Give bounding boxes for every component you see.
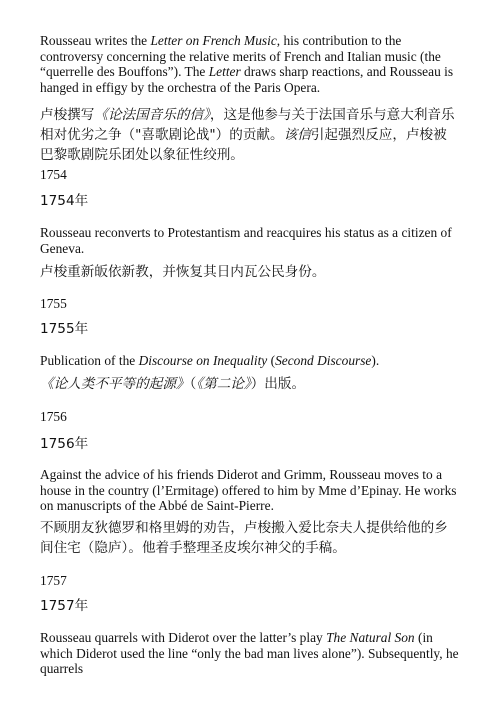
text-run: Against the advice of his friends Diderot and Grimm, Rousseau moves to a house in the country (l’Ermitage) offered to him by Mme d’Epinay. He works on manuscripts of the Abbé de Saint-Pierre. — [40, 467, 457, 513]
text-run: 1754 — [40, 167, 67, 182]
text-run: Rousseau writes the — [40, 33, 151, 48]
text-run: 1755 — [40, 296, 67, 311]
year-label — [40, 573, 67, 589]
year-label — [40, 296, 67, 312]
text-run: ）出版。 — [250, 376, 306, 392]
text-run: 1757 — [40, 573, 67, 588]
year-label-zh — [40, 320, 88, 338]
paragraph-1757-en — [40, 630, 460, 677]
paragraph-1756-zh — [40, 518, 460, 558]
text-run: 引起强烈反应，卢梭被巴黎歌剧院乐团处以象征性绞刑。 — [40, 127, 447, 163]
paragraph-1753-zh — [40, 105, 460, 165]
paragraph-1753-en — [40, 33, 460, 95]
text-run: (in which Diderot used the line “only the bad man lives alone”). Subsequently, he quarrels — [40, 630, 459, 676]
text-run: ，这是他参与关于法国音乐与意大利音乐相对优劣之争（"喜歌剧论战"）的贡献。 — [40, 107, 455, 143]
text-run: Rousseau quarrels with Diderot over the latter’s play — [40, 630, 327, 645]
paragraph-1754-zh — [40, 262, 460, 282]
year-label-zh — [40, 435, 88, 453]
text-run: 1755年 — [40, 321, 89, 337]
paragraph-1755-zh — [40, 374, 460, 394]
text-run: , his contribution to the controversy concerning the relative merits of French and Italian music (the “querrelle des Bouffons”). The — [40, 33, 441, 79]
paragraph-1755-en — [40, 353, 460, 369]
italic-title-text: Second Discourse — [275, 353, 372, 368]
year-label-zh — [40, 192, 88, 210]
text-run: 1757年 — [40, 598, 89, 614]
paragraph-1756-en — [40, 467, 460, 514]
paragraph-1754-en — [40, 225, 460, 256]
italic-title-text: Letter on French Music — [150, 33, 277, 48]
text-run: Rousseau reconverts to Protestantism and reacquires his status as a citizen of Geneva. — [40, 225, 452, 256]
italic-title-text: Letter — [208, 64, 241, 79]
text-run: 1756 — [40, 409, 67, 424]
italic-title-text: 《论人类不平等的起源》 — [40, 376, 190, 392]
text-run: ). — [371, 353, 380, 368]
text-run: Publication of the — [40, 353, 139, 368]
italic-title-text: 《第二论》 — [196, 376, 251, 392]
text-run: draws sharp reactions, and Rousseau is hanged in effigy by the orchestra of the Paris Opera. — [40, 64, 454, 95]
year-label — [40, 409, 67, 425]
italic-title-text: Discourse on Inequality — [138, 353, 268, 368]
year-label-zh — [40, 597, 88, 615]
italic-title-text: 《论法国音乐的信》 — [94, 107, 210, 123]
text-run: 1754年 — [40, 193, 89, 209]
text-run: 不顾朋友狄德罗和格里姆的劝告，卢梭搬入爱比奈夫人提供给他的乡间住宅（隐庐）。他着手整理圣皮埃尔神父的手稿。 — [40, 520, 448, 556]
text-run: ( — [267, 353, 276, 368]
text-run: 卢梭重新皈依新教，并恢复其日内瓦公民身份。 — [40, 264, 326, 280]
text-run: 卢梭撰写 — [40, 107, 95, 123]
text-run: 1756年 — [40, 436, 89, 452]
year-label — [40, 167, 67, 183]
italic-title-text: 该信 — [283, 127, 311, 143]
text-run: （ — [189, 376, 197, 392]
italic-title-text: The Natural Son — [326, 630, 415, 645]
